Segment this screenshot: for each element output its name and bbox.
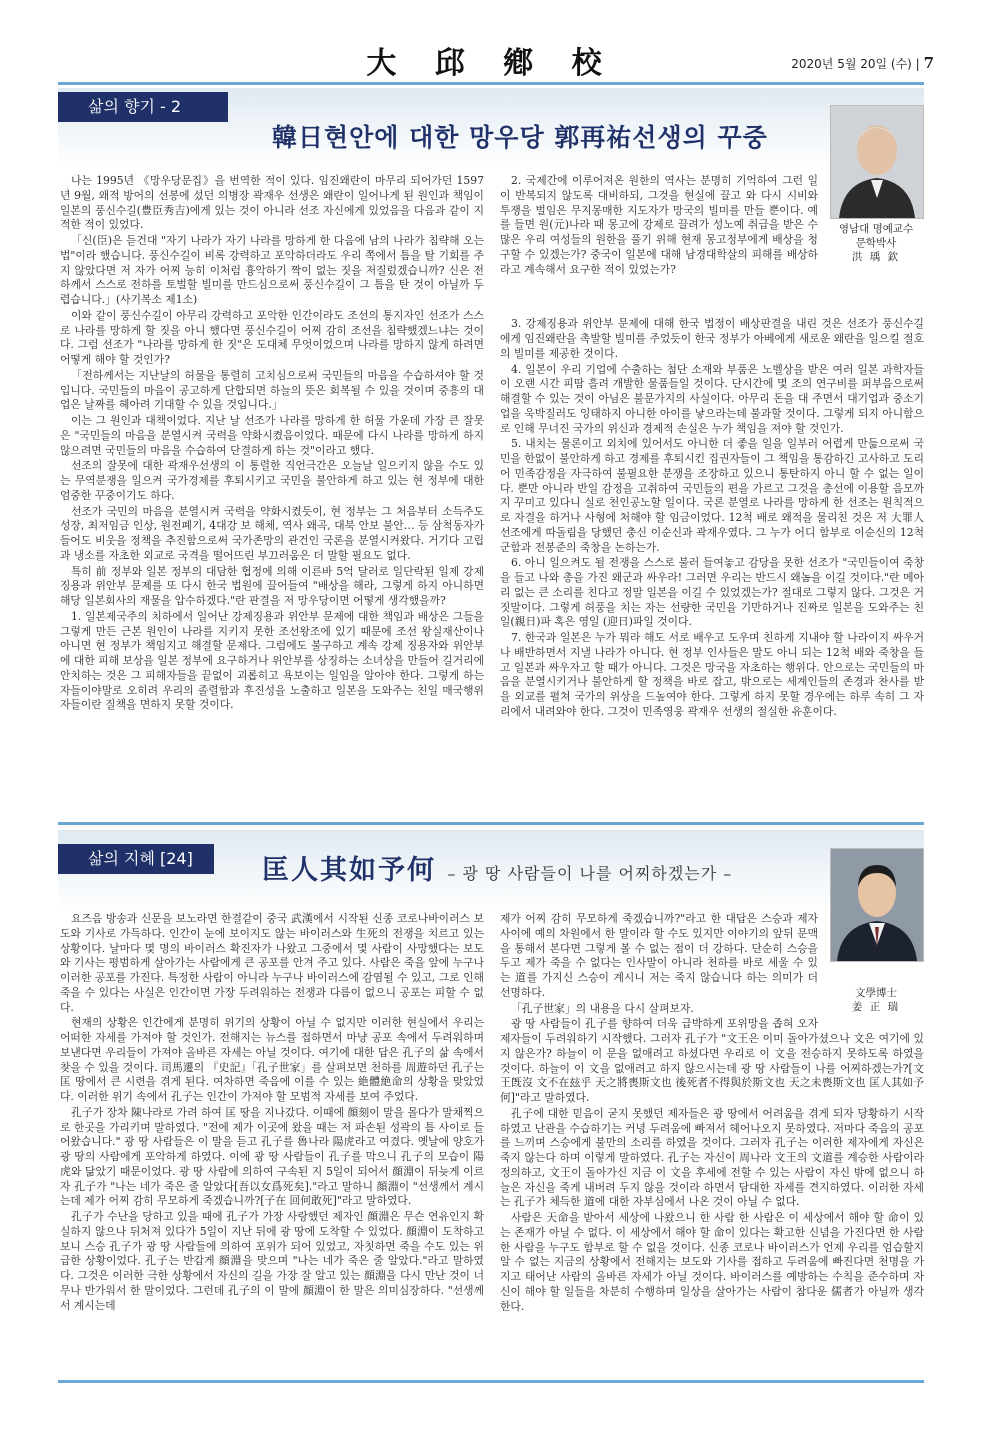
author-title: 文學博士 — [855, 987, 897, 999]
paragraph: 요즈음 방송과 신문을 보노라면 한결같이 중국 武漢에서 시작된 신종 코로나바이러스 보도와 기사로 가득하다. 인간이 눈에 보이지도 않는 바이러스와 生死의 전쟁을 치르고 있는 상황이다. 날마다 몇 명의 바이러스 확진자가 나왔고 그중에서 몇 사람이 사망했다는 보도와 기사는 평범하게 살아가는 사람에게 큰 공포를 안겨 주고 있다. 사람은 죽을 앞에 누구나 이러한 공포를 가진다. 특정한 사람이 아니라 누구나 바이러스에 감염될 수 있고, 그로 인해 죽을 수 있다는 사실은 인간이면 가장 두려워하는 전쟁과 다름이 없으니 공포는 피할 수 없다. — [60, 912, 484, 1014]
paragraph: 사람은 天命을 받아서 세상에 나왔으니 한 사람 한 사람은 이 세상에서 해야 할 命이 있는 존재가 아닐 수 없다. 이 세상에서 해야 할 命이 있다는 확고한 신념을 가진다면 한 사람 한 사람을 누구도 함부로 할 수 없을 것이다. 신종 코로나 바이러스가 언제 우리를 엄습할지 알 수 없는 지금의 상황에서 전해지는 보도와 기사를 접하고 두려움에 빠진다면 천명을 가지고 태어난 사람의 올바른 자세가 아닐 것이다. 바이러스를 예방하는 수칙을 준수하며 자신이 해야 할 일들을 차분히 수행하며 일상을 살아가는 사람이 참다운 儒者가 아닐까 생각한다. — [500, 1211, 924, 1313]
top-rule — [58, 82, 924, 85]
page-number: 7 — [923, 54, 934, 72]
article1-headline: 韓日현안에 대한 망우당 郭再祐선생의 꾸중 — [272, 123, 768, 152]
article2-headline — [262, 848, 732, 887]
issue-date-text: 2020년 5월 20일 (수) | — [791, 57, 920, 71]
article2-headline-text: 匡人其如予何 — [262, 855, 436, 886]
paragraph: 선조가 국민의 마음을 분열시켜 국력을 약화시켰듯이, 현 정부는 그 처음부터 소득주도성장, 최저임금 인상, 원전폐기, 4대강 보 해체, 역사 왜곡, 대북 안보 불안… 등 삼척동자가 들어도 비웃을 정책을 추진함으로써 국가존망의 관건인 국론을 분열시켜왔다. 거기다 고립과 냉소를 자초한 외교로 국격을 떨어뜨린 부끄러움은 더 말할 필요도 없다. — [60, 504, 484, 562]
bottom-rule — [58, 1380, 924, 1383]
article2-left-column — [60, 912, 484, 1374]
paragraph: 이와 같이 풍신수길이 아무리 강력하고 포악한 인간이라도 조선의 통지자인 선조가 스스로 나라를 망하게 할 짓을 아니 했다면 풍신수길이 어찌 감히 조선을 침략했겠느냐는 것이다. 그럼 선조가 "나라를 망하게 한 짓"은 도대체 무엇이었으며 나라를 망하지 않게 하려면 어떻게 해야 할 것인가? — [60, 308, 484, 366]
paragraph: 특히 前 정부와 일본 정부의 대담한 협정에 의해 이른바 5억 달러로 일단락된 일제 강제징용과 위안부 문제를 또 다시 한국 법원에 끌어들여 "배상을 해라, 그렇게 하지 아니하면 해당 일본회사의 재물을 압수하겠다."란 판결을 저 망우당이면 어떻게 생각했을까? — [60, 564, 484, 607]
article2-section-label: 삶의 지혜 [24] — [58, 844, 214, 874]
paragraph: 5. 내치는 물론이고 외치에 있어서도 아니한 더 좋을 일을 일부러 어렵게 만듦으로써 국민을 한없이 불안하게 하고 경제를 후퇴시킨 집권자들이 그 책임을 통감하긴 고사하고 도리어 민족감정을 자극하여 불필요한 분쟁을 조장하고 있으니 통탄하지 아니 할 수 없는 일이다. 뿐만 아니라 반일 감정을 고취하여 국민들의 편을 가르고 그것을 총선에 이용할 음모까지 꾸미고 있다니 실로 천인공노할 일이다. 국론 분열로 나라를 망하게 한 선조는 원칙적으로 자결을 하거나 사형에 처해야 할 임금이었다. 12척 배로 왜적을 물리친 것은 저 大罪人 선조에게 따돌림을 당했던 충신 이순신과 곽재우였다. 그 누가 어디 함부로 이순신의 12척 군함과 전봉준의 죽창을 논하는가. — [500, 437, 924, 554]
article1-section-label: 삶의 향기 - 2 — [58, 92, 228, 122]
paragraph: 「신(臣)은 듣건대 "자기 나라가 자기 나라를 망하게 한 다음에 남의 나라가 침략해 오는 법"이라 했습니다. 풍신수길이 비록 강력하고 포악하더라도 우리 쪽에서 틈을 탈 기회를 주지 않았다면 저 자가 어찌 능히 이처럼 흉악하기 짝이 없는 짓을 저질렀겠습니까? 신은 전하께서 스스로 전하를 토벌할 빌미를 만드심으로써 풍신수길이 그 틈을 탄 것이 아닐까 두렵습니다.」(사기복소 제1소) — [60, 234, 484, 306]
photo-spacer — [818, 912, 924, 1018]
article2-subtitle: – 광 땅 사람들이 나를 어찌하겠는가 – — [447, 864, 733, 883]
paragraph: 7. 한국과 일본은 누가 뭐라 해도 서로 배우고 도우며 친하게 지내야 할 나라이지 싸우거나 배반하면서 지낼 나라가 아니다. 현 정부 인사들은 말도 아니 되는 12척 배와 죽창을 들고 일본과 싸우자고 할 때가 아니다. 그것은 망국을 자초하는 행위다. 안으로는 국민들의 마음을 분열시키거나 불안하게 할 정책을 바로 잡고, 밖으로는 세계인들의 존경과 찬사를 받을 외교를 펼쳐 국가의 위상을 드높여야 한다. 그렇게 하지 못할 경우에는 하루 속히 그 자리에서 내려와야 한다. 그것이 민족영웅 곽재우 선생의 절실한 유훈이다. — [500, 631, 924, 718]
section-divider-rule — [58, 822, 924, 825]
article2-right-column — [500, 912, 924, 1374]
paragraph: 3. 강제징용과 위안부 문제에 대해 한국 법정이 배상판결을 내린 것은 선조가 풍신수길에게 임진왜란을 촉발할 빌미를 주었듯이 한국 정부가 아베에게 새로운 왜란을 일으킬 절호의 빌미를 제공한 것이다. — [500, 317, 924, 360]
photo-spacer — [818, 174, 924, 282]
paragraph: 孔子가 장차 陳나라로 가려 하여 匡 땅을 지나갔다. 이때에 顔刻이 말을 몰다가 말채찍으로 한곳을 가리키며 말하였다. "전에 제가 이곳에 왔을 때는 저 파손된 성곽의 틈 사이로 들어왔습니다." 광 땅 사람들은 이 말을 듣고 孔子를 魯나라 陽虎라고 여겼다. 옛날에 양호가 광 땅의 사람에게 포악하게 하였다. 이에 광 땅 사람들이 孔子를 막으니 孔子의 모습이 陽虎와 닮았기 때문이었다. 광 땅 사람에 의하여 구속된 지 5일이 되어서 顔淵이 뒤늦게 이르자 孔子가 "나는 네가 죽은 줄 알았다[吾以女爲死矣]."라고 말하니 顔淵이 "선생께서 계시는데 제가 어찌 감히 무모하게 죽겠습니까?[子在 回何敢死]"라고 말하였다. — [60, 1105, 484, 1208]
paragraph: 孔子에 대한 믿음이 굳지 못했던 제자들은 광 땅에서 어려움을 겪게 되자 당황하기 시작하였고 난관을 수습하기는 커녕 두려움에 빠져서 헤어나오지 못하였다. 저마다 죽음의 공포를 느끼며 스승에게 불만의 소리를 하였을 것이다. 그러자 孔子는 이러한 제자에게 자신은 죽지 않는다 하며 이렇게 말하였다. 孔子는 자신이 周나라 文王의 文道를 계승한 사람이라 정의하고, 文王이 돌아가신 지금 이 文을 후세에 전할 수 있는 사람이 자신 밖에 없으니 하늘은 자신을 죽게 내버려 두지 않을 것이라 하면서 담대한 자세를 견지하였다. 이러한 자세는 孔子가 체득한 道에 대한 자부심에서 나온 것이 아닐 수 없다. — [500, 1106, 924, 1209]
paragraph: 孔子가 수난을 당하고 있을 때에 孔子가 가장 사랑했던 제자인 顔淵은 무슨 연유인지 확실하지 않으나 뒤처져 있다가 5일이 지난 뒤에 광 땅에 도착할 수 있었다. 顔淵이 도착하고 보니 스승 孔子가 광 땅 사람들에 의하여 포위가 되어 있었고, 자칫하면 죽을 수도 있는 위급한 상황이었다. 孔子는 반갑게 顔淵을 맞으며 "나는 네가 죽은 줄 알았다."라고 말하였다. 그것은 이러한 극한 상황에서 자신의 길을 가장 잘 알고 있는 顔淵을 다시 만난 것이 너무나 반가워서 한 말이었다. 그런데 孔子의 이 말에 顔淵이 한 말은 의미심장하다. "선생께서 계시는데 — [60, 1210, 484, 1312]
paragraph: 이는 그 원인과 대책이었다. 지난 날 선조가 나라를 망하게 한 허물 가운데 가장 큰 잘못은 "국민들의 마음을 분열시켜 국력을 약화시켰음이었다. 때문에 다시 나라를 망하게 하지 않으려면 국민들의 마음을 수습하여 단결하게 하는 것"이라고 했다. — [60, 414, 484, 457]
paragraph: 선조의 잘못에 대한 곽재우선생의 이 통렬한 직언극간은 오늘날 일으키지 않을 수도 있는 무역분쟁을 일으켜 국가경제를 후퇴시키고 국민을 불안하게 하고 있는 현 정부에 대한 엄중한 꾸중이기도 하다. — [60, 459, 484, 502]
author-name: 洪 瑀 欽 — [851, 251, 901, 263]
article1-right-column — [500, 174, 924, 814]
issue-date — [791, 54, 934, 72]
paragraph: 나는 1995년 《망우당문집》을 번역한 적이 있다. 임진왜란이 마무리 되어가던 1597년 9월, 왜적 방어의 선봉에 섰던 의병장 곽재우 선생은 왜란이 일어나게 된 원인과 책임이 일본의 풍신수길(豊臣秀吉)에게 있는 것이 아니라 선조 자신에게 있었음을 다음과 같이 지적한 적이 있었다. — [60, 174, 484, 232]
paragraph: 6. 아니 일으켜도 될 전쟁을 스스로 불러 들여놓고 감당을 못한 선조가 "국민들이여 죽창을 들고 나와 총을 가진 왜군과 싸우라! 그러면 우리는 반드시 왜놈을 이길 것이다."란 메아리 없는 큰 소리를 친다고 정말 일본을 이길 수 있었겠는가? 절대로 그렇지 않다. 그것은 거짓말이다. 그렇게 허풍을 치는 자는 선량한 국민을 기만하거나 진짜로 일본을 도와주는 친일(親日)파 혹은 영일 (迎日)파일 것이다. — [500, 556, 924, 629]
paragraph: 광 땅 사람들이 孔子를 향하여 더욱 급박하게 포위망을 좁혀 오자 제자들이 두려워하기 시작했다. 그러자 孔子가 "文王은 이미 돌아가셨으나 文은 여기에 있지 않은가? 하늘이 이 문을 없애려고 하셨다면 우리로 이 文을 전승하지 못하도록 하였을 것이다. 하늘이 이 文을 없애려고 하지 않으시는데 광 땅 사람들이 나를 어찌하겠는가?[文王旣沒 文不在玆乎 天之將喪斯文也 後死者不得與於斯文也 天之未喪斯文也 匡人其如予何]"라고 말하였다. — [500, 1017, 924, 1104]
newspaper-title: 大 邱 鄕 校 — [366, 46, 616, 81]
paragraph: 4. 일본이 우리 기업에 수출하는 첨단 소재와 부품은 노벨상을 받은 여러 일본 과학자들이 오랜 시간 피땀 흘려 개발한 물품들일 것이다. 단시간에 몇 조의 연구비를 퍼부음으로써 해결할 수 있는 것이 아님은 불문가지의 사실이다. 아무리 돈을 대 주면서 대기업과 중소기업을 욱박질러도 잉태하지 아니한 아이를 낳으라는데 불과할 것이다. 그렇게 되지 아니함으로 인해 무너진 국가의 위신과 경제적 손실은 누가 책임을 져야 할 것인가. — [500, 362, 924, 435]
paragraph: 제가 어찌 감히 무모하게 죽겠습니까?"라고 한 대답은 스승과 제자 사이에 예의 차원에서 한 말이라 할 수도 있지만 이야기의 앞뒤 문맥을 통해서 본다면 그렇게 볼 수 없는 점이 더 강하다. 단순히 스승을 두고 제가 죽을 수 없다는 인사말이 아니라 천하를 바로 세울 수 있는 道를 가지신 스승이 계시니 저는 죽지 않습니다 하는 의미가 더 선명하다. — [500, 912, 818, 999]
author-name: 姜 正 瑞 — [851, 1001, 901, 1013]
paragraph: 「孔子世家」의 내용을 다시 살펴보자. — [511, 1001, 694, 1015]
author-affiliation: 영남대 명예교수 — [838, 223, 914, 235]
paragraph: 2. 국제간에 이루어져온 원한의 역사는 분명히 기억하여 그런 일이 반복되지 않도록 대비하되, 그것을 현실에 끌고 와 다시 시비와 투쟁을 벌임은 무지몽매한 지도자가 망국의 빌미를 만들 뿐이다. 예를 들면 원(元)나라 때 몽고에 강제로 끌려가 성노예 취급을 받은 수많은 우리 여성들의 원한을 풀기 위해 현재 몽고정부에게 배상을 청구할 수 있겠는가? 중국이 일본에 대해 남경대학살의 피해를 배상하라고 계속해서 요구한 적이 있었는가? — [500, 174, 818, 276]
paragraph: 현재의 상황은 인간에게 분명히 위기의 상황이 아닐 수 없지만 이러한 현실에서 우리는 어떠한 자세를 가져야 할 것인가. 전해지는 뉴스를 접하면서 마냥 공포 속에서 두려워하며 보낸다면 우리들이 가져야 올바른 자세는 아닐 것이다. 여기에 대한 답은 孔子의 삶 속에서 찾을 수 있을 것이다. 司馬遷의 『史記』「孔子世家」를 살펴보면 천하를 周遊하던 孔子는 匡 땅에서 큰 시련을 겪게 된다. 여차하면 죽음에 이를 수 있는 絶體絶命의 상황을 맞았었다. 이러한 위기 속에서 孔子는 인간이 가져야 할 모범적 자세를 보여 주었다. — [60, 1016, 484, 1103]
article1-left-column — [60, 174, 484, 814]
paragraph: 「전하께서는 지난날의 허물을 통렬히 고치심으로써 국민들의 마음을 수습하셔야 할 것입니다. 국민들의 마음이 공고하게 단합되면 하늘의 뜻은 회복될 수 있을 것이며 중흥의 대업은 날짜를 헤아려 기대할 수 있을 것입니다.」 — [60, 368, 484, 412]
paragraph: 1. 일본제국주의 치하에서 일어난 강제징용과 위안부 문제에 대한 책임과 배상은 그들을 그렇게 만든 근본 원인이 나라를 지키지 못한 조선왕조에 있기 때문에 조선 왕실재산이나 아니면 현 정부가 책임지고 해결할 문제다. 그럼에도 불구하고 계속 강제 징용자와 위안부에 대한 피해 보상을 일본 정부에 요구하거나 위안부를 상징하는 소녀상을 만들어 길거리에 안치하는 것은 그 피해자들을 끝없이 괴롭히고 욕보이는 일임을 알아야 한다. 그렇게 하는 자들이야말로 오히려 우리의 졸렬함과 후진성을 노출하고 일본을 도와주는 친일 매국행위자들이란 질책을 면하지 못할 것이다. — [60, 609, 484, 712]
author-degree: 문학박사 — [855, 237, 897, 249]
